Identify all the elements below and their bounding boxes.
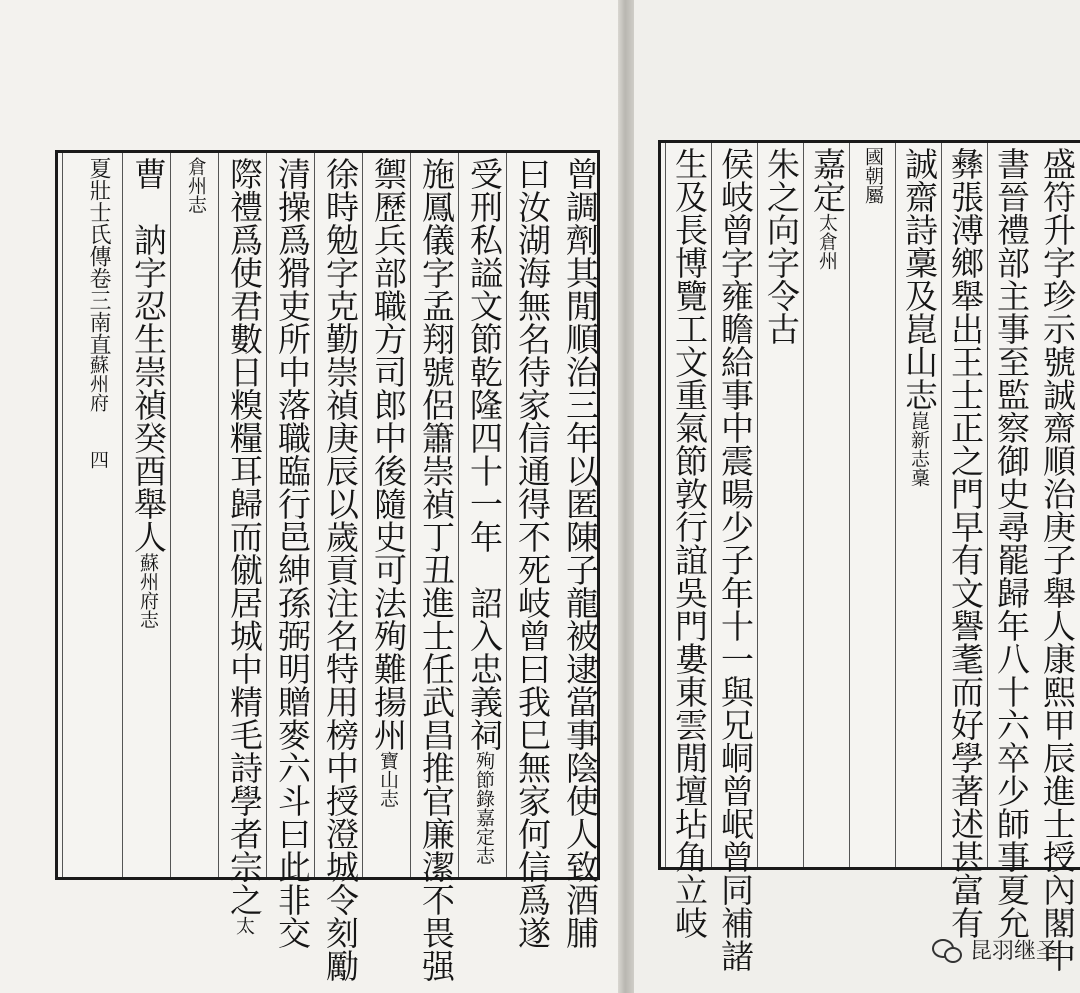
text-column: 曹 訥字忍生崇禎癸酉舉人蘇州府志 (122, 153, 170, 877)
text-column: 書晉禮部主事至監察御史尋罷歸年八十六卒少師事夏允 (987, 143, 1033, 867)
text-column: 彝張溥鄉舉出王士正之門早有文譽耄而好學著述甚富有 (941, 143, 987, 867)
text-column: 徐時勉字克勤崇禎庚辰以歲貢注名特用榜中授澄城令刻勵 (314, 153, 362, 877)
text-column: 朱之向字令古 (757, 143, 803, 867)
text-column: 禦歷兵部職方司郎中後隨史可法殉難揚州寶山志 (362, 153, 410, 877)
watermark (932, 934, 1058, 965)
text-column: 際禮爲使君數日糗糧耳歸而僦居城中精毛詩學者宗之太 (218, 153, 266, 877)
text-column: 清操爲猾吏所中落職臨行邑紳孫弼明贈麥六斗曰此非交 (266, 153, 314, 877)
text-column: 國朝屬 (849, 143, 895, 867)
wechat-icon (932, 937, 962, 963)
text-column: 倉州志 (170, 153, 218, 877)
text-column: 生及長博覽工文重氣節敦行誼吳門婁東雲閒壇坫角立岐 (665, 143, 711, 867)
text-column: 曰汝湖海無名待家信通得不死岐曾曰我巳無家何信爲遂 (506, 153, 554, 877)
text-column: 受刑私謚文節乾隆四十一年 詔入忠義祠殉節錄嘉定志 (458, 153, 506, 877)
text-column: 侯岐曾字雍瞻給事中震暘少子年十一與兄峒曾岷曾同補諸 (711, 143, 757, 867)
text-column: 施鳳儀字孟翔號侶簫崇禎丁丑進士任武昌推官廉潔不畏强 (410, 153, 458, 877)
book-gutter (618, 0, 634, 993)
watermark-text: 昆羽继圣 (969, 939, 1058, 964)
text-column: 誠齋詩稾及崑山志崑新志稾 (895, 143, 941, 867)
left-text-frame (55, 150, 600, 982)
running-head: 夏壯士氏傳卷三南直蘇州府 四 (62, 153, 120, 877)
text-column: 曾調劑其閒順治三年以匿陳子龍被逮當事陰使人致酒脯 (561, 157, 600, 949)
text-column: 嘉定太倉州 (803, 143, 849, 867)
text-column: 盛符升字珍示號誠齋順治庚子舉人康熙甲辰進士授內閣中 (1038, 147, 1077, 972)
